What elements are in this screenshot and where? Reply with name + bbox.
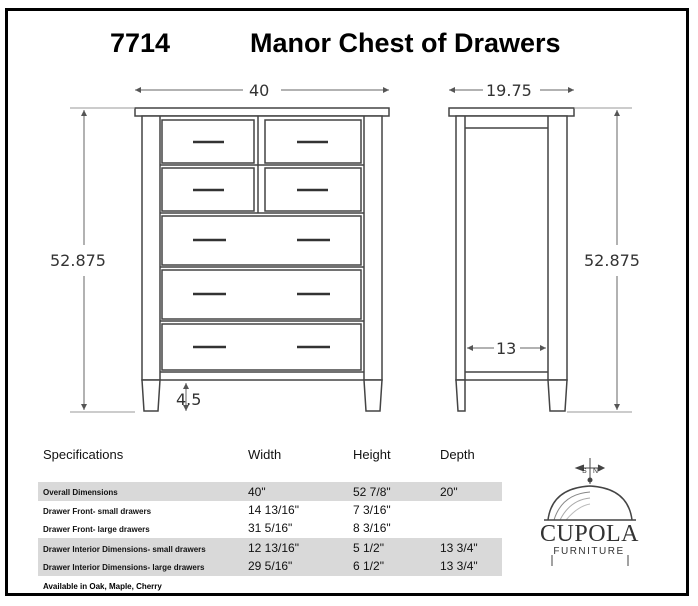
spec-row-width: 14 13/16" [248,503,299,517]
spec-header-height: Height [353,447,391,462]
spec-row-width: 29 5/16" [248,559,293,573]
spec-row-width: 31 5/16" [248,521,293,535]
logo-name: CUPOLA [540,521,640,547]
side-left-leg [456,380,465,411]
spec-row-width: 12 13/16" [248,541,299,555]
spec-row-width: 40" [248,485,266,499]
spec-row-label: Drawer Front- large drawers [43,525,150,534]
drawer-large-3 [162,324,361,370]
spec-row-label: Overall Dimensions [43,488,118,497]
spec-row-depth: 20" [440,485,458,499]
front-top [135,108,389,116]
front-right-leg [364,380,382,411]
spec-row-depth: 13 3/4" [440,541,478,555]
compass-n-label: N [593,468,599,475]
drawer-large-1 [162,216,361,265]
front-left-leg [142,380,160,411]
spec-row-label: Drawer Front- small drawers [43,507,152,516]
spec-row-height: 7 3/16" [353,503,391,517]
spec-row-height: 5 1/2" [353,541,384,555]
drawer-large-2 [162,270,361,319]
spec-header-label: Specifications [43,447,124,462]
spec-row-height: 8 3/16" [353,521,391,535]
front-view [135,108,389,411]
front-width-label: 40 [249,81,270,100]
spec-row-depth: 13 3/4" [440,559,478,573]
leg-height-label: 4.5 [176,390,202,409]
page-title: Manor Chest of Drawers [250,28,561,58]
logo-subtitle: FURNITURE [553,546,625,557]
spec-row-height: 52 7/8" [353,485,391,499]
side-inner-label: 13 [496,339,517,358]
spec-row-label: Drawer Interior Dimensions- large drawers [43,563,205,572]
spec-header-depth: Depth [440,447,475,462]
side-right-leg [548,380,567,411]
side-height-label: 52.875 [584,251,640,270]
side-depth-label: 19.75 [486,81,532,100]
model-number: 7714 [110,28,171,58]
side-top [449,108,574,116]
front-height-label: 52.875 [50,251,106,270]
spec-row-height: 6 1/2" [353,559,384,573]
spec-header-width: Width [248,447,282,462]
availability-note: Available in Oak, Maple, Cherry [43,582,162,591]
spec-row-label: Drawer Interior Dimensions- small drawers [43,545,206,554]
side-view [449,108,574,411]
compass-s-label: S [582,468,587,475]
